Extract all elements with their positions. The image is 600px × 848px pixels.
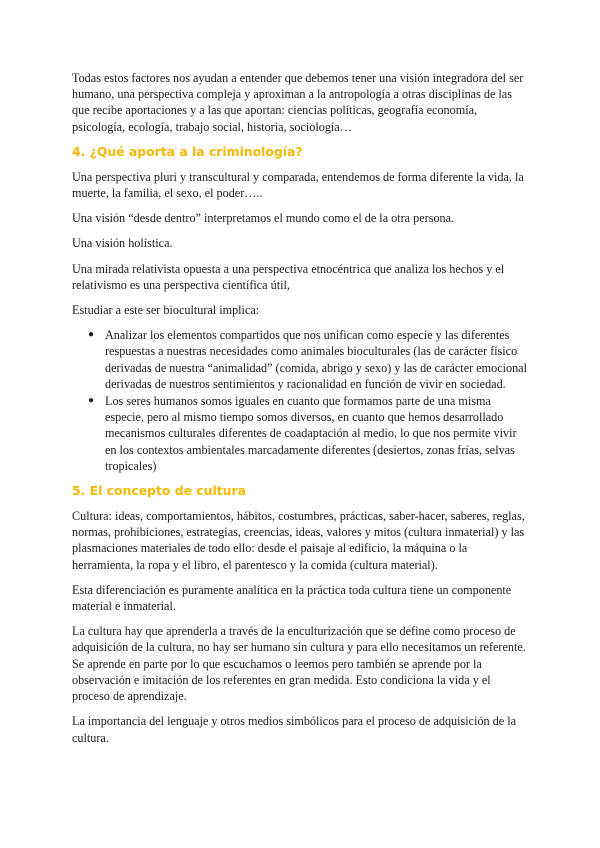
section-5-paragraph: La cultura hay que aprenderla a través de la enculturización que se define como proceso de adquisición de la cultura, no hay ser humano sin cultura y para ello necesitamos un referente. Se aprende en parte por lo que escuchamos o leemos pero también se aprende por la observación e imitación de los referentes en gran medida. Esto condiciona la vida y el proceso de aprendizaje. bbox=[72, 624, 526, 704]
section-4-paragraph: Una visión “desde dentro” interpretamos el mundo como el de la otra persona. bbox=[72, 211, 455, 226]
bullet-icon: ● bbox=[88, 395, 95, 407]
section-4-paragraph: Una perspectiva pluri y transcultural y comparada, entendemos de forma diferente la vida, la muerte, la familia, el sexo, el poder….. bbox=[72, 169, 524, 201]
intro-paragraph: Todas estos factores nos ayudan a entender que debemos tener una visión integradora del ser humano, una perspectiva compleja y aproximan a la antropología a otras disciplinas de las que recibe aportaciones y a las que aportan: ciencias políticas, geografía economía, psicología, ecología, trabajo social, historia, sociología… bbox=[72, 71, 524, 134]
bullet-list bbox=[72, 327, 528, 474]
section-4-paragraph: Una mirada relativista opuesta a una perspectiva etnocéntrica que analiza los hechos y el relativismo es una perspectiva científica útil, bbox=[72, 261, 505, 292]
section-5-paragraph: La importancia del lenguaje y otros medios simbólicos para el proceso de adquisición de la cultura. bbox=[72, 714, 517, 745]
section-5-paragraph: Cultura: ideas, comportamientos, hábitos, costumbres, prácticas, saber-hacer, saberes, reglas, normas, prohibiciones, estrategias, creencias, ideas, valores y mitos (cultura inmaterial) y las plasmaciones materiales de todo ello: desde el paisaje al edificio, la máquina o la herramienta, la ropa y el libro, el parentesco y la comida (cultura material). bbox=[72, 509, 525, 572]
list-item bbox=[88, 393, 528, 474]
list-item-text: Analizar los elementos compartidos que nos unifican como especie y las diferentes respuestas a nuestras necesidades como animales bioculturales (las de carácter físico derivadas de nuestra “animalidad” (comida, abrigo y sexo) y las de carácter emocional derivadas de nuestros sentimientos y racionalidad en función de vivir en sociedad. bbox=[105, 328, 527, 391]
section-4-paragraph: Estudiar a este ser biocultural implica: bbox=[72, 303, 260, 318]
section-5-heading: 5. El concepto de cultura bbox=[72, 483, 246, 499]
list-item bbox=[88, 327, 528, 392]
bullet-icon: ● bbox=[88, 329, 95, 341]
section-4-heading: 4. ¿Qué aporta a la criminología? bbox=[72, 143, 303, 159]
section-4-paragraph: Una visión holística. bbox=[72, 236, 173, 251]
section-5-paragraph: Esta diferenciación es puramente analítica en la práctica toda cultura tiene un componente material e inmaterial. bbox=[72, 582, 512, 614]
list-item-text: Los seres humanos somos iguales en cuanto que formamos parte de una misma especie, pero al mismo tiempo somos diversos, en cuanto que hemos desarrollado mecanismos culturales diferentes de coadaptación al medio, lo que nos permite vivir en los contextos ambientales marcadamente diferentes (desiertos, zonas frías, selvas tropicales) bbox=[105, 394, 517, 473]
